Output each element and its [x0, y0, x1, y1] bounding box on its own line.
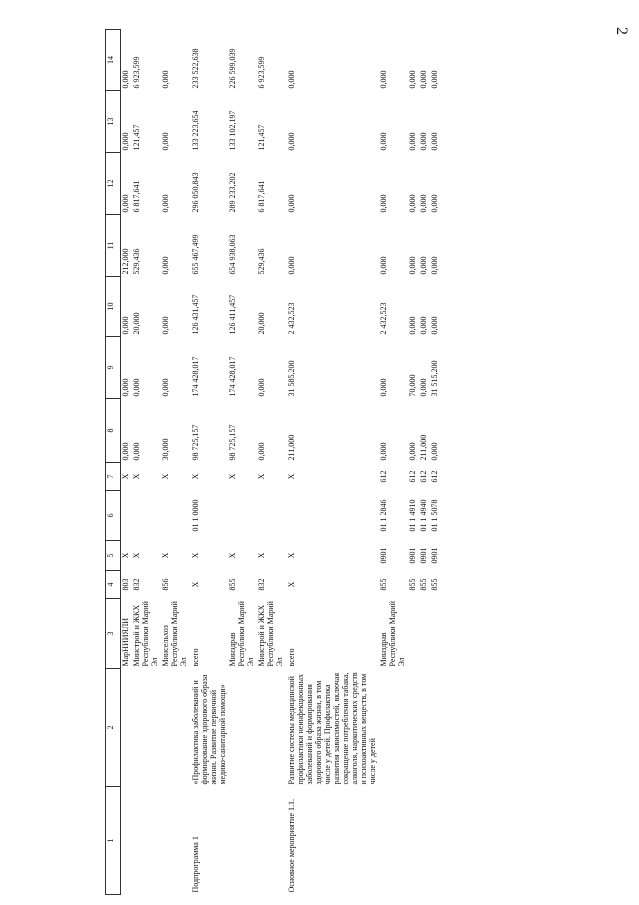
table-cell-col12: 296 050,843 [190, 172, 200, 213]
col-header-14: 14 [106, 30, 121, 91]
table-cell-col6 [161, 491, 190, 541]
table-cell-col8: 30,000 [160, 438, 170, 461]
table-cell-col14: 226 599,039 [228, 48, 238, 89]
table-cell-col3: всего [287, 648, 297, 667]
table-cell-col13: 0,000 [121, 132, 130, 151]
table-cell-col14: 6 923,599 [257, 56, 267, 89]
table-cell-col12: 289 233,202 [228, 172, 238, 213]
table-cell-col2 [257, 669, 286, 787]
table-cell-col14: 0,000 [407, 70, 417, 89]
table-cell-col1 [379, 787, 408, 895]
col-header-1: 1 [106, 787, 121, 895]
table-cell-col1 [161, 787, 190, 895]
table-cell-col1 [121, 787, 132, 895]
table-cell-col8: 0,000 [257, 442, 267, 461]
table-cell-col8: 0,000 [131, 442, 141, 461]
table-cell-col2 [121, 669, 132, 787]
table-cell-col7: 612 [418, 470, 428, 483]
table-cell-col9: 174 428,017 [190, 356, 200, 397]
table-cell-col7: 612 [378, 470, 388, 483]
table-cell-col13: 0,000 [287, 132, 297, 151]
table-cell-col11: 212,000 [121, 248, 130, 275]
table-cell-col3: МарНИИЯЛИ [121, 617, 130, 667]
table-cell-col11: 0,000 [160, 256, 170, 275]
table-cell-col8: 98 725,157 [228, 424, 238, 461]
table-cell-col6 [228, 491, 257, 541]
table-cell-col3: Минздрав Республики Марий Эл [228, 601, 256, 667]
table-cell-col5: X [287, 552, 297, 559]
table-cell-col14: 0,000 [121, 70, 130, 89]
table-cell-col5: X [257, 552, 267, 559]
table-cell-col6 [132, 491, 161, 541]
table-cell-col11: 0,000 [407, 256, 417, 275]
col-header-12: 12 [106, 153, 121, 215]
table-cell-col14: 0,000 [418, 70, 428, 89]
table-cell-col2: «Профилактика заболеваний и формирование здорового образа жизни. Развитие первичной медико-санитарной помощи» [190, 674, 227, 785]
col-header-11: 11 [106, 215, 121, 277]
table-cell-col2 [379, 669, 408, 787]
table-cell-col4: 803 [121, 578, 130, 591]
table-cell-col6 [257, 491, 286, 541]
table-cell-col11: 0,000 [429, 256, 439, 275]
table-cell-col9: 31 515,200 [429, 360, 439, 397]
table-cell-col9: 0,000 [257, 378, 267, 397]
table-cell-col4: 856 [160, 578, 170, 591]
col-header-13: 13 [106, 91, 121, 153]
table-cell-col5: X [121, 552, 130, 559]
table-cell-col6: 01 1 4940 [418, 499, 428, 532]
table-cell-col10: 0,000 [407, 316, 417, 335]
table-cell-col1 [228, 787, 257, 895]
table-cell-col3 [408, 599, 419, 669]
table-cell-col4: 832 [131, 578, 141, 591]
table-cell-col14: 233 522,638 [190, 48, 200, 89]
table-cell-col13: 0,000 [407, 132, 417, 151]
table-cell-col11: 0,000 [287, 256, 297, 275]
table-cell-col1 [419, 787, 430, 895]
col-header-4: 4 [106, 571, 121, 599]
table-cell-col10: 0,000 [429, 316, 439, 335]
table-cell-col2 [132, 669, 161, 787]
table-cell-col6: 01 1 2846 [378, 499, 388, 532]
col-header-6: 6 [106, 491, 121, 541]
table-cell-col13: 133 102,197 [228, 110, 238, 151]
table-cell-col4: 855 [407, 578, 417, 591]
table-cell-col2: Развитие системы медицинской профилактики неинфекционных заболеваний и формирования здорового образа жизни, в том числе у детей. Профилактика развития зависимостей, включая сокращение потребления табака, алкоголя, наркотических средств и психоактивных веществ, в том числе у детей [287, 672, 377, 785]
table-cell-col4: 832 [257, 578, 267, 591]
table-cell-col1: Основное мероприятие 1.1. [287, 799, 297, 893]
table-cell-col8: 0,000 [429, 442, 439, 461]
table-cell-col14: 0,000 [160, 70, 170, 89]
table-cell-col7: X [287, 473, 297, 480]
table-cell-col14: 6 923,599 [131, 56, 141, 89]
table-cell-col11: 529,436 [131, 248, 141, 275]
table-cell-col13: 121,457 [131, 124, 141, 151]
col-header-9: 9 [106, 337, 121, 399]
table-body [121, 30, 441, 895]
col-header-2: 2 [106, 669, 121, 787]
table-cell-col1 [408, 787, 419, 895]
table-cell-col12: 6 817,641 [131, 180, 141, 213]
table-cell-col13: 121,457 [257, 124, 267, 151]
table-cell-col4: X [190, 581, 200, 588]
table-cell-col10: 0,000 [121, 316, 130, 335]
table-cell-col7: X [160, 473, 170, 480]
table-cell-col3: Минздрав Республики Марий Эл [378, 601, 406, 667]
rotated-table-sheet [105, 10, 620, 895]
table-cell-col1 [132, 787, 161, 895]
table-cell-col12: 0,000 [121, 194, 130, 213]
table-cell-col9: 174 428,017 [228, 356, 238, 397]
table-row [408, 30, 419, 895]
table-cell-col10: 20,000 [257, 312, 267, 335]
table-cell-col8: 98 725,157 [190, 424, 200, 461]
col-header-7: 7 [106, 463, 121, 491]
table-cell-col2 [408, 669, 419, 787]
table-cell-col10: 126 411,457 [228, 294, 238, 335]
table-cell-col1 [430, 787, 441, 895]
table-cell-col5: X [160, 552, 170, 559]
table-cell-col13: 0,000 [418, 132, 428, 151]
table-cell-col12: 0,000 [407, 194, 417, 213]
table-cell-col7: 612 [429, 470, 439, 483]
table-cell-col5: X [131, 552, 141, 559]
page-number: 2 [613, 27, 630, 35]
table-cell-col7: X [131, 473, 141, 480]
table-cell-col3: Минсельхоз Республики Марий Эл [160, 601, 188, 667]
table-cell-col4: 855 [429, 578, 439, 591]
table-row [228, 30, 257, 895]
table-cell-col3 [419, 599, 430, 669]
col-header-10: 10 [106, 277, 121, 337]
table-cell-col9: 31 585,200 [287, 360, 297, 397]
table-cell-col6: 01 1 5078 [429, 499, 439, 532]
table-cell-col13: 133 223,654 [190, 110, 200, 151]
col-header-3: 3 [106, 599, 121, 669]
table-cell-col14: 0,000 [287, 70, 297, 89]
header-row [106, 30, 121, 895]
table-cell-col7: 612 [407, 470, 417, 483]
budget-table [105, 29, 440, 895]
table-row [190, 30, 229, 895]
table-cell-col8: 0,000 [121, 442, 130, 461]
table-row [121, 30, 132, 895]
table-row [286, 30, 379, 895]
table-cell-col8: 211,000 [287, 434, 297, 461]
table-cell-col10: 20,000 [131, 312, 141, 335]
table-cell-col4: 855 [378, 578, 388, 591]
table-cell-col5: 0901 [407, 547, 417, 564]
table-cell-col5: X [228, 552, 238, 559]
table-cell-col3: Минстрой и ЖКХ Республики Марий Эл [257, 601, 285, 667]
table-cell-col12: 0,000 [378, 194, 388, 213]
table-cell-col6: 01 1 0000 [190, 499, 200, 532]
table-cell-col4: X [287, 581, 297, 588]
table-cell-col2 [419, 669, 430, 787]
table-cell-col9: 70,000 [407, 374, 417, 397]
table-cell-col12: 0,000 [160, 194, 170, 213]
table-cell-col11: 655 467,499 [190, 234, 200, 275]
table-cell-col4: 855 [418, 578, 428, 591]
table-cell-col13: 0,000 [429, 132, 439, 151]
table-cell-col12: 0,000 [429, 194, 439, 213]
table-cell-col12: 0,000 [287, 194, 297, 213]
table-cell-col10: 2 432,523 [378, 302, 388, 335]
table-cell-col11: 654 938,063 [228, 234, 238, 275]
table-cell-col9: 0,000 [378, 378, 388, 397]
table-cell-col5: X [190, 552, 200, 559]
table-cell-col9: 0,000 [418, 378, 428, 397]
table-cell-col3: всего [190, 648, 200, 667]
table-cell-col10: 2 432,523 [287, 302, 297, 335]
table-cell-col7: X [228, 473, 238, 480]
table-cell-col5: 0901 [418, 547, 428, 564]
table-cell-col10: 0,000 [418, 316, 428, 335]
table-cell-col5: 0901 [378, 547, 388, 564]
table-cell-col7: X [257, 473, 267, 480]
table-cell-col6: 01 1 4910 [407, 499, 417, 532]
table-cell-col5: 0901 [429, 547, 439, 564]
table-cell-col2 [161, 669, 190, 787]
table-cell-col12: 0,000 [418, 194, 428, 213]
table-cell-col1: Подпрограмма 1 [190, 836, 200, 893]
table-cell-col8: 211,000 [418, 434, 428, 461]
table-cell-col7: X [190, 473, 200, 480]
table-row [430, 30, 441, 895]
table-cell-col1 [257, 787, 286, 895]
table-cell-col11: 0,000 [378, 256, 388, 275]
table-cell-col14: 0,000 [378, 70, 388, 89]
table-row [257, 30, 286, 895]
table-cell-col3: Минстрой и ЖКХ Республики Марий Эл [131, 601, 159, 667]
table-cell-col2 [430, 669, 441, 787]
table-cell-col14: 0,000 [429, 70, 439, 89]
table-cell-col6 [121, 491, 132, 541]
table-cell-col10: 126 431,457 [190, 294, 200, 335]
table-cell-col12: 6 817,641 [257, 180, 267, 213]
table-cell-col4: 855 [228, 578, 238, 591]
table-cell-col11: 529,436 [257, 248, 267, 275]
table-cell-col7: X [121, 473, 130, 480]
table-row [419, 30, 430, 895]
table-cell-col13: 0,000 [378, 132, 388, 151]
table-cell-col13: 0,000 [160, 132, 170, 151]
table-cell-col11: 0,000 [418, 256, 428, 275]
table-row [379, 30, 408, 895]
table-cell-col9: 0,000 [121, 378, 130, 397]
table-cell-col9: 0,000 [131, 378, 141, 397]
table-row [132, 30, 161, 895]
table-cell-col2 [228, 669, 257, 787]
col-header-8: 8 [106, 399, 121, 463]
table-cell-col10: 0,000 [160, 316, 170, 335]
table-cell-col3 [430, 599, 441, 669]
table-cell-col9: 0,000 [160, 378, 170, 397]
table-cell-col6 [286, 491, 379, 541]
col-header-5: 5 [106, 541, 121, 571]
table-row [161, 30, 190, 895]
table-cell-col8: 0,000 [378, 442, 388, 461]
table-cell-col8: 0,000 [407, 442, 417, 461]
